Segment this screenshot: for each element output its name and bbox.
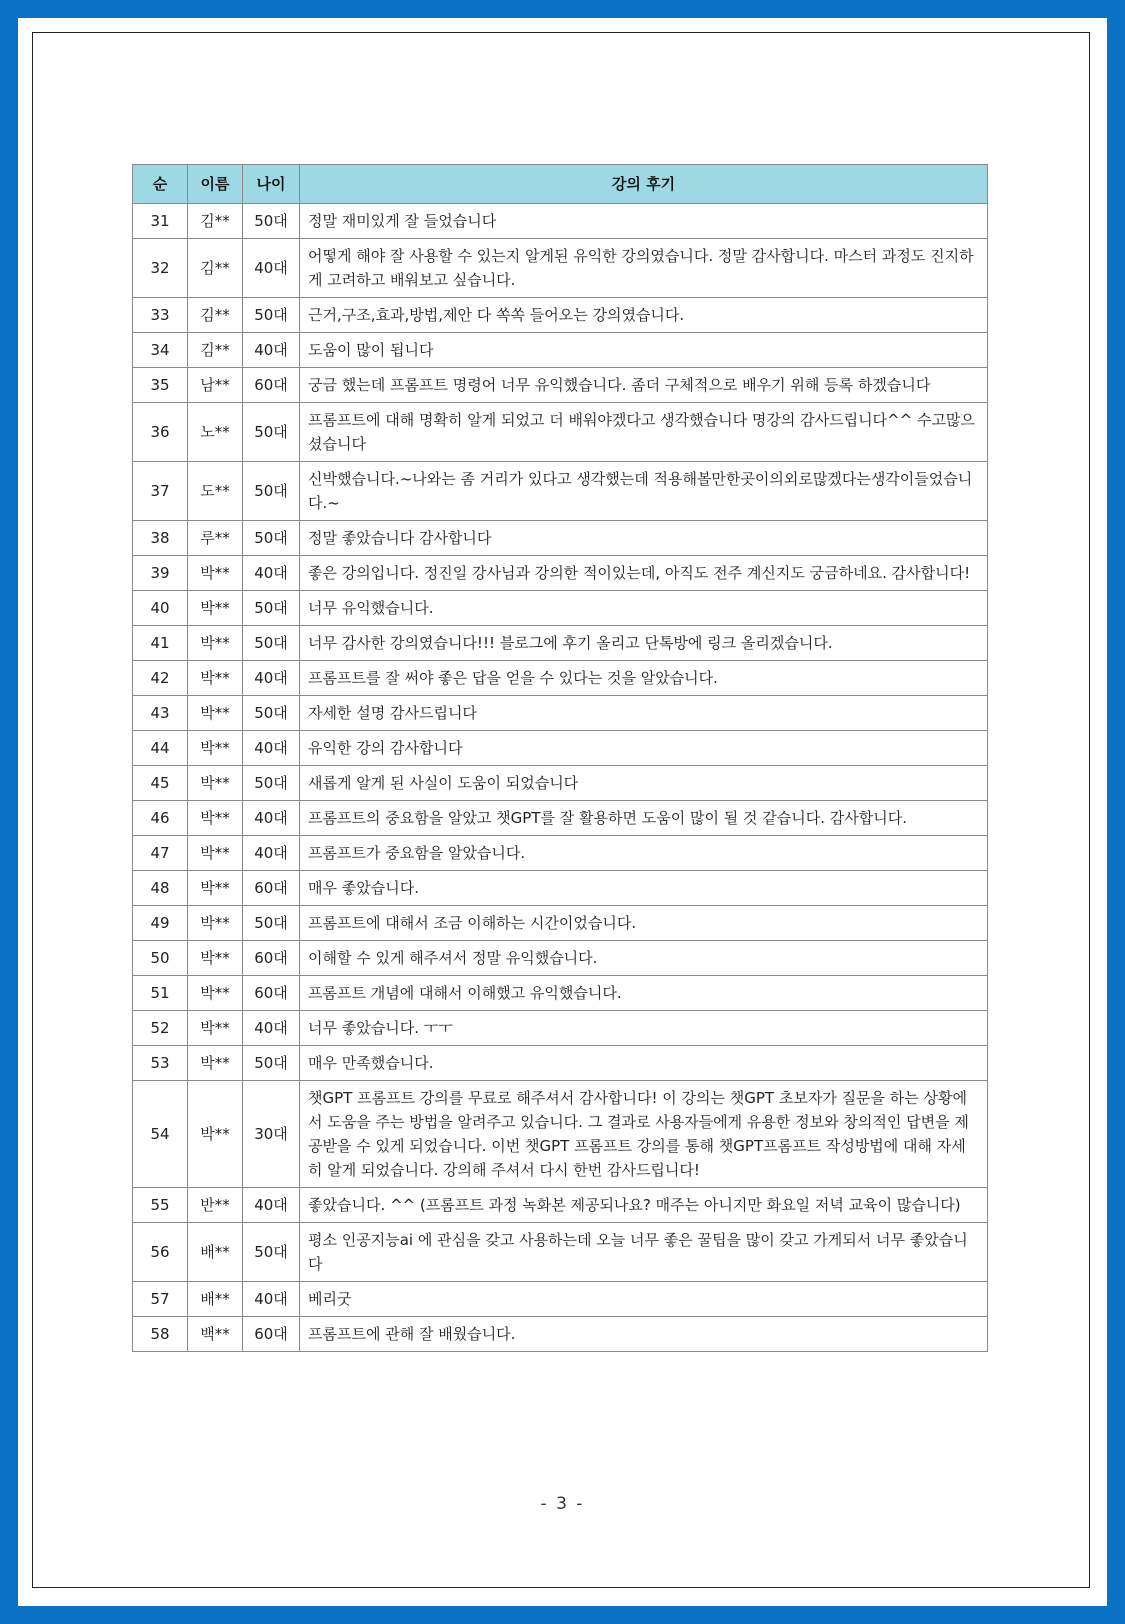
review-cell: 궁금 했는데 프롬프트 명령어 너무 유익했습니다. 좀더 구체적으로 배우기 위해 등록 하겠습니다	[300, 368, 988, 403]
row-number-cell: 39	[133, 556, 188, 591]
row-number-cell: 46	[133, 801, 188, 836]
row-number-cell: 55	[133, 1188, 188, 1223]
age-cell: 40대	[243, 661, 300, 696]
review-cell: 베리굿	[300, 1282, 988, 1317]
review-cell: 신박했습니다.~나와는 좀 거리가 있다고 생각했는데 적용해볼만한곳이의외로많겠다는생각이들었습니다.~	[300, 462, 988, 521]
row-number-cell: 33	[133, 298, 188, 333]
review-cell: 너무 감사한 강의였습니다!!! 블로그에 후기 올리고 단톡방에 링크 올리겠습니다.	[300, 626, 988, 661]
table-row	[133, 871, 988, 906]
review-cell: 매우 만족했습니다.	[300, 1046, 988, 1081]
age-cell: 40대	[243, 1188, 300, 1223]
review-cell: 이해할 수 있게 해주셔서 정말 유익했습니다.	[300, 941, 988, 976]
table-row	[133, 626, 988, 661]
review-cell: 프롬프트에 대해서 조금 이해하는 시간이었습니다.	[300, 906, 988, 941]
age-cell: 40대	[243, 1011, 300, 1046]
name-cell: 김**	[188, 204, 243, 239]
header-review: 강의 후기	[300, 165, 988, 204]
row-number-cell: 37	[133, 462, 188, 521]
table-row	[133, 521, 988, 556]
age-cell: 60대	[243, 1317, 300, 1352]
age-cell: 50대	[243, 906, 300, 941]
table-row	[133, 731, 988, 766]
row-number-cell: 35	[133, 368, 188, 403]
table-row	[133, 801, 988, 836]
page-number: - 3 -	[540, 1494, 585, 1514]
review-cell: 좋았습니다. ^^ (프롬프트 과정 녹화본 제공되나요? 매주는 아니지만 화요일 저녁 교육이 많습니다)	[300, 1188, 988, 1223]
name-cell: 도**	[188, 462, 243, 521]
header-name: 이름	[188, 165, 243, 204]
name-cell: 박**	[188, 766, 243, 801]
row-number-cell: 47	[133, 836, 188, 871]
row-number-cell: 31	[133, 204, 188, 239]
name-cell: 백**	[188, 1317, 243, 1352]
age-cell: 60대	[243, 368, 300, 403]
name-cell: 노**	[188, 403, 243, 462]
row-number-cell: 50	[133, 941, 188, 976]
row-number-cell: 53	[133, 1046, 188, 1081]
table-row	[133, 1046, 988, 1081]
review-cell: 너무 좋았습니다. ㅜㅜ	[300, 1011, 988, 1046]
row-number-cell: 54	[133, 1081, 188, 1188]
review-cell: 프롬프트를 잘 써야 좋은 답을 얻을 수 있다는 것을 알았습니다.	[300, 661, 988, 696]
review-cell: 프롬프트의 중요함을 알았고 챗GPT를 잘 활용하면 도움이 많이 될 것 같습니다. 감사합니다.	[300, 801, 988, 836]
table-row	[133, 1317, 988, 1352]
table-row	[133, 906, 988, 941]
age-cell: 50대	[243, 591, 300, 626]
row-number-cell: 45	[133, 766, 188, 801]
age-cell: 50대	[243, 521, 300, 556]
age-cell: 30대	[243, 1081, 300, 1188]
document-page	[18, 18, 1107, 1606]
table-row	[133, 836, 988, 871]
age-cell: 60대	[243, 941, 300, 976]
table-row	[133, 766, 988, 801]
table-row	[133, 591, 988, 626]
age-cell: 40대	[243, 731, 300, 766]
name-cell: 박**	[188, 836, 243, 871]
row-number-cell: 48	[133, 871, 188, 906]
header-no: 순	[133, 165, 188, 204]
age-cell: 50대	[243, 1223, 300, 1282]
name-cell: 배**	[188, 1223, 243, 1282]
name-cell: 김**	[188, 333, 243, 368]
review-table	[132, 164, 988, 1352]
review-cell: 정말 재미있게 잘 들었습니다	[300, 204, 988, 239]
age-cell: 50대	[243, 204, 300, 239]
name-cell: 박**	[188, 591, 243, 626]
review-cell: 프롬프트에 관해 잘 배웠습니다.	[300, 1317, 988, 1352]
name-cell: 김**	[188, 239, 243, 298]
review-cell: 도움이 많이 됩니다	[300, 333, 988, 368]
row-number-cell: 34	[133, 333, 188, 368]
age-cell: 50대	[243, 766, 300, 801]
table-row	[133, 403, 988, 462]
age-cell: 40대	[243, 239, 300, 298]
row-number-cell: 36	[133, 403, 188, 462]
row-number-cell: 42	[133, 661, 188, 696]
row-number-cell: 43	[133, 696, 188, 731]
table-row	[133, 661, 988, 696]
table-row	[133, 239, 988, 298]
name-cell: 박**	[188, 556, 243, 591]
review-cell: 프롬프트 개념에 대해서 이해했고 유익했습니다.	[300, 976, 988, 1011]
age-cell: 50대	[243, 298, 300, 333]
row-number-cell: 56	[133, 1223, 188, 1282]
table-row	[133, 298, 988, 333]
name-cell: 박**	[188, 626, 243, 661]
review-cell: 평소 인공지능ai 에 관심을 갖고 사용하는데 오늘 너무 좋은 꿀팁을 많이 갖고 가게되서 너무 좋았습니다	[300, 1223, 988, 1282]
table-row	[133, 1223, 988, 1282]
age-cell: 40대	[243, 836, 300, 871]
review-cell: 좋은 강의입니다. 정진일 강사님과 강의한 적이있는데, 아직도 전주 계신지도 궁금하네요. 감사합니다!	[300, 556, 988, 591]
name-cell: 루**	[188, 521, 243, 556]
review-table-body	[133, 204, 988, 1352]
name-cell: 박**	[188, 696, 243, 731]
age-cell: 50대	[243, 403, 300, 462]
table-row	[133, 204, 988, 239]
age-cell: 60대	[243, 871, 300, 906]
table-row	[133, 1282, 988, 1317]
table-header-row	[133, 165, 988, 204]
name-cell: 배**	[188, 1282, 243, 1317]
row-number-cell: 51	[133, 976, 188, 1011]
row-number-cell: 52	[133, 1011, 188, 1046]
review-cell: 챗GPT 프롬프트 강의를 무료로 해주셔서 감사합니다! 이 강의는 챗GPT 초보자가 질문을 하는 상황에서 도움을 주는 방법을 알려주고 있습니다. 그 결과로 사용자들에게 유용한 정보와 창의적인 답변을 제공받을 수 있게 되었습니다. 이번 챗GPT 프롬프트 강의를 통해 챗GPT프롬프트 작성방법에 대해 자세히 알게 되었습니다. 강의해 주셔서 다시 한번 감사드립니다!	[300, 1081, 988, 1188]
row-number-cell: 38	[133, 521, 188, 556]
table-row	[133, 462, 988, 521]
name-cell: 박**	[188, 906, 243, 941]
age-cell: 40대	[243, 1282, 300, 1317]
table-row	[133, 556, 988, 591]
review-cell: 매우 좋았습니다.	[300, 871, 988, 906]
name-cell: 박**	[188, 1011, 243, 1046]
name-cell: 박**	[188, 871, 243, 906]
age-cell: 40대	[243, 556, 300, 591]
name-cell: 박**	[188, 976, 243, 1011]
name-cell: 박**	[188, 1046, 243, 1081]
review-cell: 새롭게 알게 된 사실이 도움이 되었습니다	[300, 766, 988, 801]
age-cell: 40대	[243, 801, 300, 836]
age-cell: 50대	[243, 1046, 300, 1081]
name-cell: 박**	[188, 941, 243, 976]
name-cell: 김**	[188, 298, 243, 333]
review-cell: 정말 좋았습니다 감사합니다	[300, 521, 988, 556]
table-row	[133, 696, 988, 731]
age-cell: 60대	[243, 976, 300, 1011]
age-cell: 50대	[243, 462, 300, 521]
name-cell: 박**	[188, 801, 243, 836]
row-number-cell: 44	[133, 731, 188, 766]
review-cell: 근거,구조,효과,방법,제안 다 쏙쏙 들어오는 강의였습니다.	[300, 298, 988, 333]
review-cell: 유익한 강의 감사합니다	[300, 731, 988, 766]
table-row	[133, 368, 988, 403]
header-age: 나이	[243, 165, 300, 204]
age-cell: 50대	[243, 626, 300, 661]
name-cell: 박**	[188, 731, 243, 766]
name-cell: 남**	[188, 368, 243, 403]
row-number-cell: 57	[133, 1282, 188, 1317]
review-cell: 너무 유익했습니다.	[300, 591, 988, 626]
row-number-cell: 49	[133, 906, 188, 941]
table-row	[133, 333, 988, 368]
review-cell: 자세한 설명 감사드립니다	[300, 696, 988, 731]
review-cell: 어떻게 해야 잘 사용할 수 있는지 알게된 유익한 강의였습니다. 정말 감사합니다. 마스터 과정도 진지하게 고려하고 배워보고 싶습니다.	[300, 239, 988, 298]
name-cell: 반**	[188, 1188, 243, 1223]
row-number-cell: 40	[133, 591, 188, 626]
table-row	[133, 1188, 988, 1223]
table-row	[133, 1081, 988, 1188]
review-cell: 프롬프트가 중요함을 알았습니다.	[300, 836, 988, 871]
age-cell: 40대	[243, 333, 300, 368]
row-number-cell: 32	[133, 239, 188, 298]
table-row	[133, 941, 988, 976]
table-row	[133, 976, 988, 1011]
age-cell: 50대	[243, 696, 300, 731]
row-number-cell: 41	[133, 626, 188, 661]
name-cell: 박**	[188, 1081, 243, 1188]
name-cell: 박**	[188, 661, 243, 696]
table-row	[133, 1011, 988, 1046]
review-cell: 프롬프트에 대해 명확히 알게 되었고 더 배워야겠다고 생각했습니다 명강의 감사드립니다^^ 수고많으셨습니다	[300, 403, 988, 462]
row-number-cell: 58	[133, 1317, 188, 1352]
